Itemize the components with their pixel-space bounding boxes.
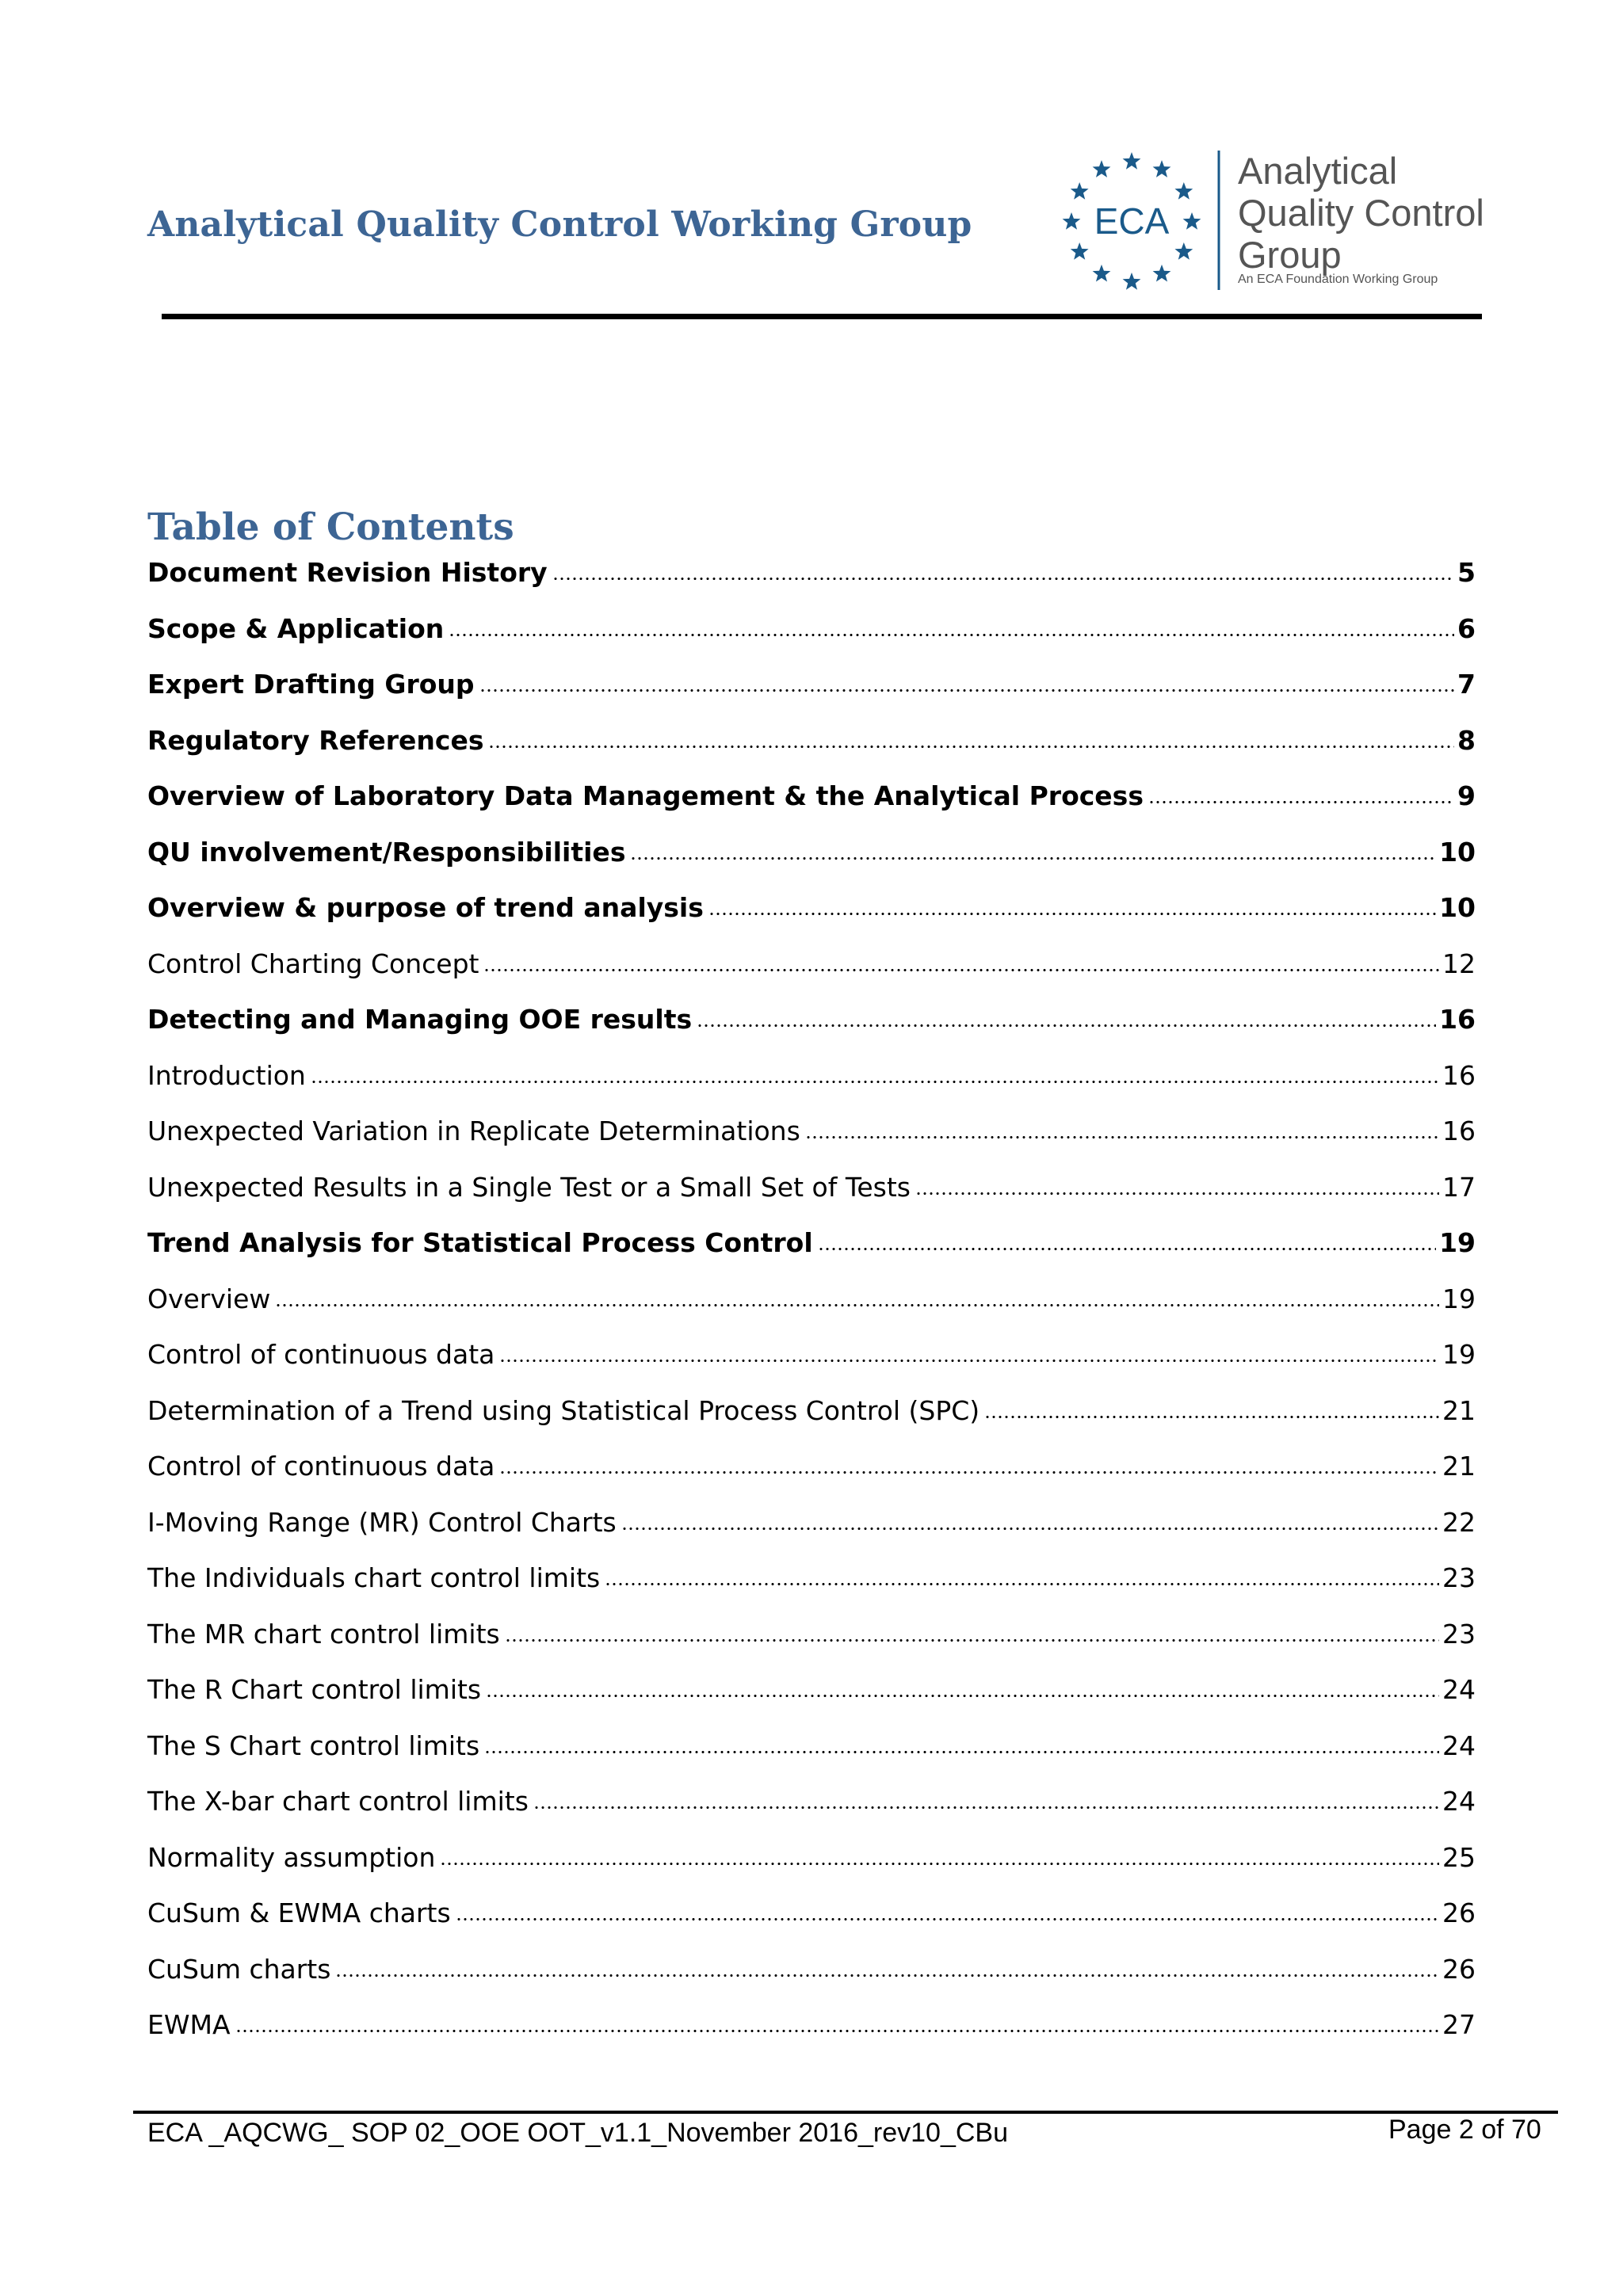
toc-entry-page: 7 [1457, 669, 1476, 700]
toc-leader-dots [805, 1134, 1439, 1141]
toc-entry-page: 27 [1442, 2009, 1476, 2040]
toc-entry[interactable] [147, 1001, 1476, 1038]
toc-entry-page: 17 [1442, 1171, 1476, 1203]
toc-entry-page: 10 [1439, 836, 1476, 868]
toc-entry[interactable] [147, 723, 1476, 759]
toc-entry[interactable] [147, 1505, 1476, 1541]
header-title: Analytical Quality Control Working Group [147, 204, 972, 245]
toc-entry-label: Determination of a Trend using Statistical Process Control (SPC) [147, 1394, 980, 1426]
toc-leader-dots [630, 855, 1436, 862]
toc-leader-dots [818, 1245, 1436, 1253]
toc-leader-dots [311, 1078, 1439, 1085]
logo-star [1183, 212, 1201, 230]
toc-entry-label: Detecting and Managing OOE results [147, 1004, 693, 1035]
toc-entry[interactable] [147, 666, 1476, 703]
toc-entry-page: 26 [1442, 1953, 1476, 1985]
toc-leader-dots [915, 1190, 1439, 1197]
toc-entry-label: EWMA [147, 2009, 231, 2040]
toc-entry-page: 23 [1442, 1562, 1476, 1593]
logo-star [1153, 160, 1171, 177]
toc-entry[interactable] [147, 1895, 1476, 1932]
toc-entry-page: 19 [1442, 1283, 1476, 1314]
eca-logo [1062, 149, 1490, 292]
toc-entry-page: 19 [1439, 1227, 1476, 1258]
toc-entry-page: 22 [1442, 1506, 1476, 1538]
toc-entry-label: Control Charting Concept [147, 948, 479, 979]
footer-page-number: Page 2 of 70 [1388, 2115, 1541, 2145]
toc-entry-label: Overview of Laboratory Data Management & the Analytical Process [147, 780, 1144, 811]
toc-entry-page: 16 [1442, 1059, 1476, 1091]
toc-entry[interactable] [147, 946, 1476, 982]
toc-entry-label: The S Chart control limits [147, 1730, 480, 1761]
toc-leader-dots [499, 1357, 1439, 1364]
logo-mark-text: ECA [1094, 200, 1170, 242]
toc-leader-dots [697, 1022, 1436, 1029]
toc-leader-dots [984, 1413, 1439, 1421]
toc-entry-page: 10 [1439, 892, 1476, 923]
toc-leader-dots [708, 910, 1436, 917]
toc-entry[interactable] [147, 1448, 1476, 1485]
toc-entry[interactable] [147, 1672, 1476, 1708]
toc-entry-page: 8 [1457, 724, 1476, 756]
toc-leader-dots [484, 1749, 1439, 1756]
logo-line-3: Group [1238, 234, 1342, 276]
footer-document-id: ECA _AQCWG_ SOP 02_OOE OOT_v1.1_November 2016_rev10_CBu [147, 2118, 1009, 2148]
toc-leader-dots [440, 1860, 1439, 1867]
toc-entry-label: Control of continuous data [147, 1451, 495, 1482]
logo-star [1063, 212, 1081, 230]
toc-entry-label: Overview & purpose of trend analysis [147, 892, 704, 923]
toc-leader-dots [456, 1916, 1439, 1923]
toc-entry[interactable] [147, 1951, 1476, 1988]
toc-entry[interactable] [147, 890, 1476, 926]
toc-leader-dots [499, 1469, 1439, 1476]
toc-entry-label: The MR chart control limits [147, 1618, 500, 1650]
toc-entry-label: Trend Analysis for Statistical Process Control [147, 1227, 813, 1258]
logo-star [1071, 182, 1089, 200]
toc-entry-page: 21 [1442, 1451, 1476, 1482]
toc-entry-label: Scope & Application [147, 612, 445, 644]
logo-star [1071, 242, 1089, 260]
toc-entry[interactable] [147, 778, 1476, 814]
toc-leader-dots [483, 967, 1439, 974]
toc-leader-dots [552, 575, 1454, 582]
logo-star [1174, 182, 1193, 200]
toc-leader-dots [449, 631, 1454, 639]
toc-heading: Table of Contents [147, 505, 514, 549]
toc-entry-label: CuSum charts [147, 1953, 331, 1985]
toc-entry[interactable] [147, 1840, 1476, 1876]
toc-entry-label: CuSum & EWMA charts [147, 1897, 451, 1928]
toc-entry-label: QU involvement/Responsibilities [147, 836, 626, 868]
toc-leader-dots [235, 2027, 1439, 2035]
toc-entry[interactable] [147, 1337, 1476, 1373]
toc-entry[interactable] [147, 1169, 1476, 1206]
header-divider [162, 314, 1482, 319]
toc-entry-page: 24 [1442, 1786, 1476, 1817]
toc-entry[interactable] [147, 1560, 1476, 1596]
toc-entry-label: Expert Drafting Group [147, 669, 475, 700]
toc-entry[interactable] [147, 1783, 1476, 1820]
logo-star [1123, 273, 1141, 290]
toc-entry[interactable] [147, 555, 1476, 591]
toc-leader-dots [505, 1637, 1439, 1644]
toc-entry-page: 6 [1457, 612, 1476, 644]
toc-leader-dots [479, 687, 1455, 694]
logo-subtitle: An ECA Foundation Working Group [1238, 273, 1438, 286]
toc-entry[interactable] [147, 1393, 1476, 1429]
toc-leader-dots [275, 1302, 1439, 1309]
toc-entry[interactable] [147, 834, 1476, 871]
toc-entry-label: The R Chart control limits [147, 1674, 482, 1705]
toc-entry-label: I-Moving Range (MR) Control Charts [147, 1506, 617, 1538]
toc-entry-page: 16 [1442, 1116, 1476, 1146]
toc-entry[interactable] [147, 1113, 1476, 1150]
toc-entry-label: Normality assumption [147, 1841, 436, 1873]
logo-star [1153, 265, 1171, 282]
toc-entry-label: Document Revision History [147, 557, 548, 588]
toc-entry-page: 12 [1442, 948, 1476, 979]
logo-star [1174, 242, 1193, 260]
toc-entry-label: Unexpected Variation in Replicate Determinations [147, 1116, 800, 1146]
toc-entry[interactable] [147, 2007, 1476, 2043]
toc-leader-dots [605, 1581, 1439, 1588]
toc-entry[interactable] [147, 611, 1476, 647]
toc-entry-page: 21 [1442, 1394, 1476, 1426]
toc-leader-dots [486, 1692, 1439, 1699]
toc-entry-label: Unexpected Results in a Single Test or a Small Set of Tests [147, 1171, 911, 1203]
toc-leader-dots [488, 743, 1454, 750]
toc-entry-label: The X-bar chart control limits [147, 1786, 529, 1817]
logo-star [1093, 160, 1111, 177]
toc-entry-page: 23 [1442, 1618, 1476, 1650]
logo-line-2: Quality Control [1238, 192, 1484, 234]
eca-star-ring-icon [1062, 149, 1220, 292]
toc-entry-page: 9 [1457, 780, 1476, 811]
toc-entry-page: 16 [1439, 1004, 1476, 1035]
toc-entry[interactable] [147, 1225, 1476, 1261]
toc-leader-dots [533, 1804, 1439, 1811]
toc-entry-page: 26 [1442, 1897, 1476, 1928]
logo-line-1: Analytical [1238, 150, 1398, 192]
toc-entry[interactable] [147, 1058, 1476, 1094]
toc-entry-page: 24 [1442, 1730, 1476, 1761]
logo-star [1093, 265, 1111, 282]
logo-star [1123, 152, 1141, 170]
toc-entry-page: 25 [1442, 1841, 1476, 1873]
toc-entry[interactable] [147, 1616, 1476, 1653]
toc-entry-label: Overview [147, 1283, 271, 1314]
toc-entry-label: Control of continuous data [147, 1339, 495, 1370]
toc-leader-dots [335, 1972, 1439, 1979]
toc-entry-page: 19 [1442, 1339, 1476, 1370]
toc-entry-label: The Individuals chart control limits [147, 1562, 601, 1593]
toc-entry[interactable] [147, 1281, 1476, 1318]
footer-divider [133, 2111, 1558, 2114]
toc-entry[interactable] [147, 1728, 1476, 1764]
toc-entry-page: 5 [1457, 557, 1476, 588]
toc-leader-dots [621, 1525, 1439, 1532]
toc-entry-label: Introduction [147, 1059, 306, 1091]
toc-entry-label: Regulatory References [147, 724, 484, 756]
toc-leader-dots [1148, 799, 1454, 806]
toc-entry-page: 24 [1442, 1674, 1476, 1705]
